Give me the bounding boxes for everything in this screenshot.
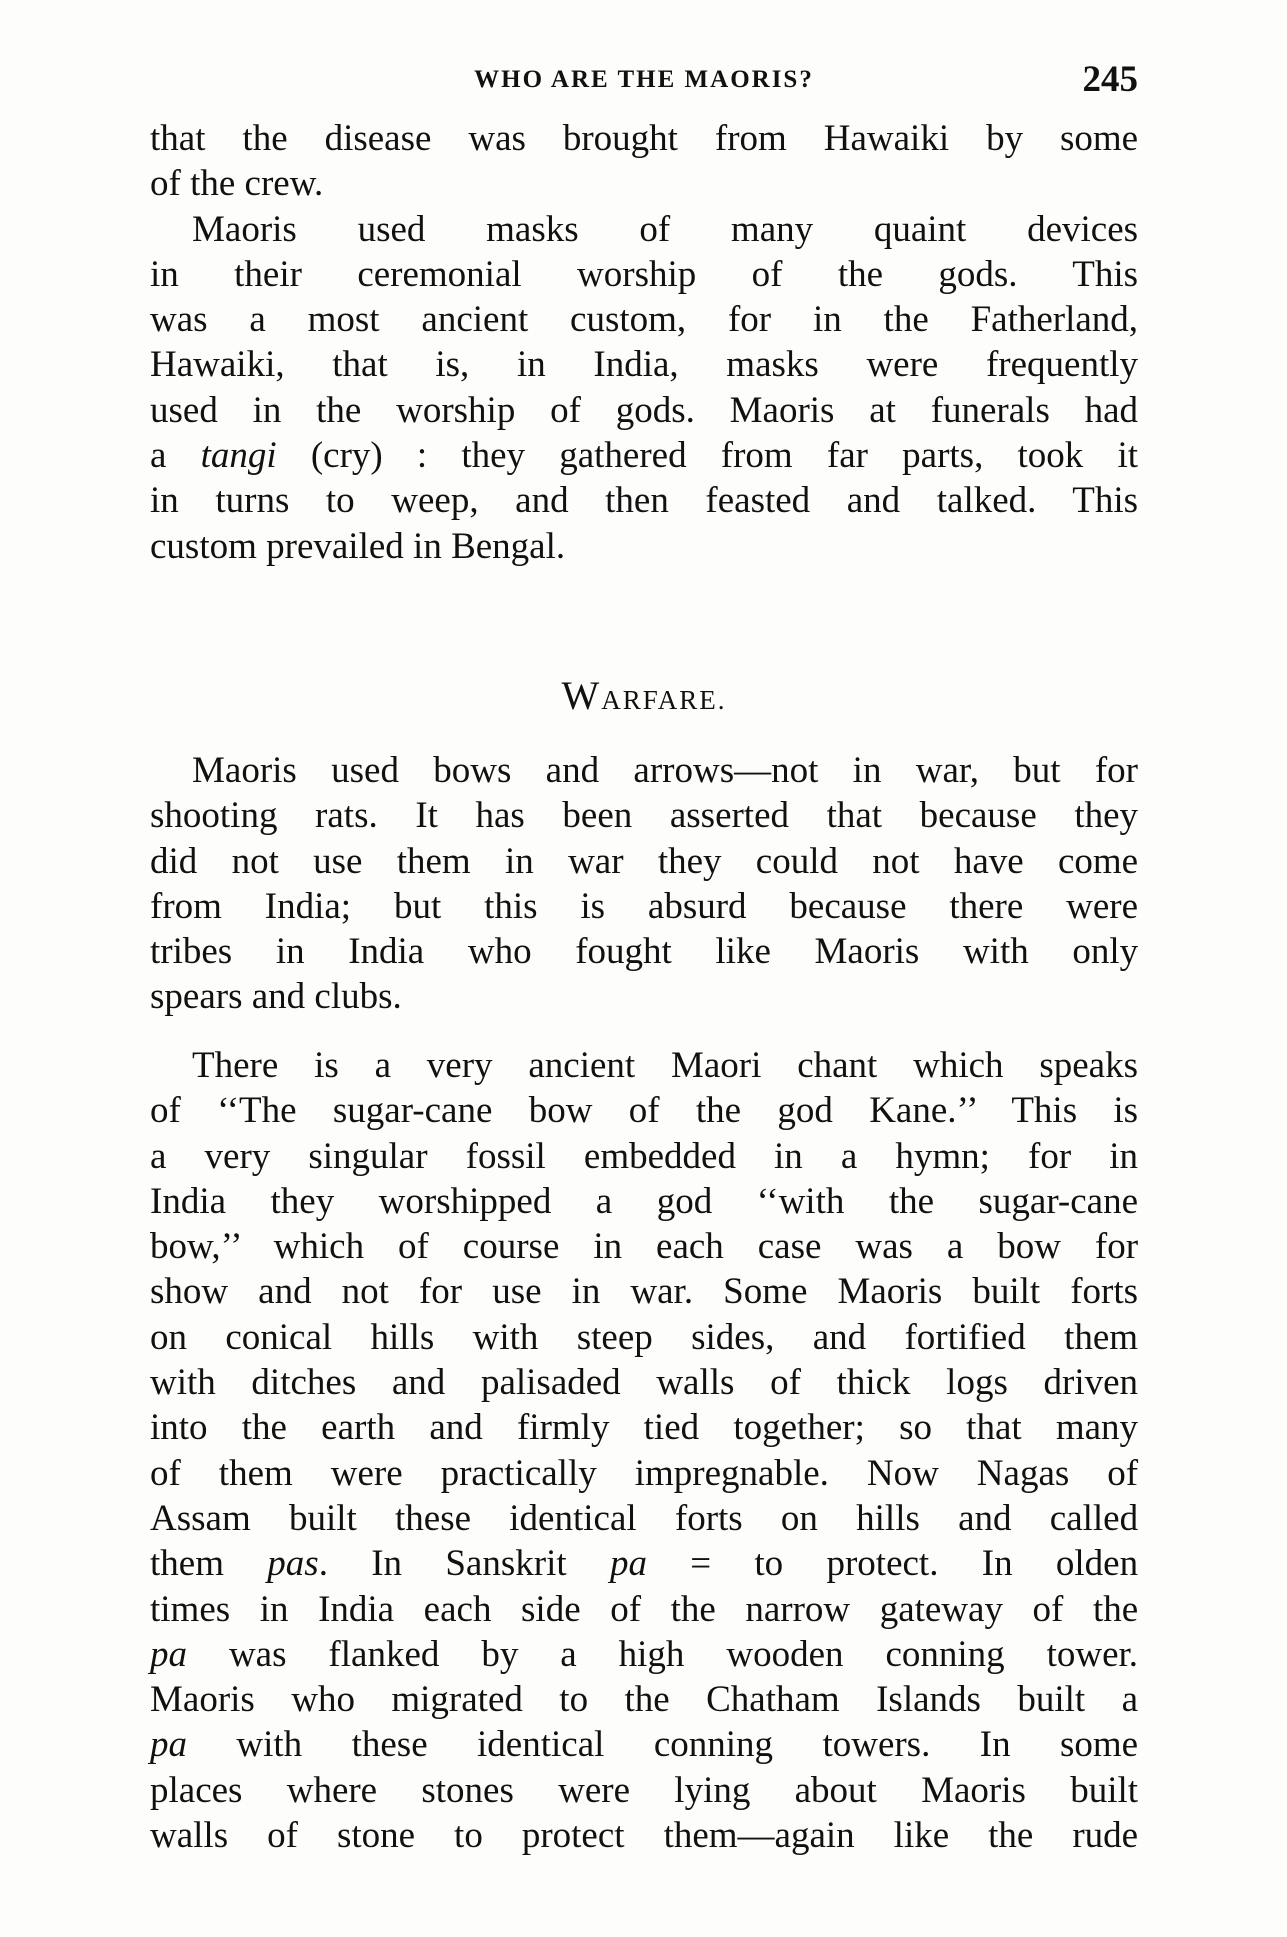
text-line: that the disease was brought from Hawaiki by some: [150, 118, 1139, 159]
section-heading-warfare: [150, 672, 1138, 719]
text-line: There is a very ancient Maori chant which speaks: [192, 1045, 1139, 1086]
text-line: Assam built these identical forts on hills and called: [150, 1497, 1139, 1539]
text-line: bow,’’ which of course in each case was a bow for: [150, 1226, 1139, 1268]
paragraph-bows-and-arrows: [150, 748, 1138, 1020]
text-line: Maoris used masks of many quaint devices: [192, 208, 1139, 250]
paragraph-disease-and-masks: [150, 116, 1138, 569]
text-line: places where stones were lying about Maoris built: [150, 1769, 1139, 1811]
heading-rest: ARFARE.: [601, 685, 727, 715]
text-line: Maoris who migrated to the Chatham Islands built a: [150, 1679, 1139, 1721]
text-line: into the earth and firmly tied together; so that many: [150, 1407, 1139, 1449]
text-line: did not use them in war they could not have come: [150, 840, 1139, 882]
heading-initial: W: [561, 673, 602, 718]
text-line: pa was flanked by a high wooden conning tower.: [150, 1633, 1139, 1675]
text-line: them pas. In Sanskrit pa = to protect. In olden: [150, 1543, 1139, 1585]
text-line: tribes in India who fought like Maoris with only: [150, 931, 1139, 973]
text-line: was a most ancient custom, for in the Fatherland,: [150, 299, 1139, 341]
text-line: times in India each side of the narrow gateway of the: [150, 1588, 1139, 1630]
text-line: Hawaiki, that is, in India, masks were frequently: [150, 344, 1139, 386]
text-line: of them were practically impregnable. Now Nagas of: [150, 1452, 1139, 1494]
paragraph-chant-and-forts: [150, 1043, 1138, 1858]
text-line: in their ceremonial worship of the gods. This: [150, 253, 1139, 295]
text-line: Maoris used bows and arrows—not in war, but for: [192, 750, 1139, 791]
text-line: of ‘‘The sugar-cane bow of the god Kane.’’ This is: [150, 1090, 1139, 1132]
page-number: 245: [1082, 59, 1138, 100]
text-line: spears and clubs.: [150, 976, 402, 1018]
text-line: shooting rats. It has been asserted that because they: [150, 795, 1139, 837]
text-line: used in the worship of gods. Maoris at funerals had: [150, 389, 1139, 431]
text-line: a very singular fossil embedded in a hymn; for in: [150, 1135, 1139, 1177]
text-line: in turns to weep, and then feasted and talked. This: [150, 480, 1139, 522]
running-title: WHO ARE THE MAORIS?: [474, 66, 814, 93]
running-head: [150, 58, 1138, 108]
text-line: of the crew.: [150, 163, 324, 205]
text-line: a tangi (cry) : they gathered from far parts, took it: [150, 435, 1139, 477]
text-line: with ditches and palisaded walls of thick logs driven: [150, 1362, 1139, 1404]
text-line: pa with these identical conning towers. In some: [150, 1724, 1139, 1766]
text-line: from India; but this is absurd because there were: [150, 885, 1139, 927]
text-line: walls of stone to protect them—again like the rude: [150, 1815, 1139, 1857]
text-line: India they worshipped a god ‘‘with the sugar-cane: [150, 1180, 1138, 1222]
text-line: on conical hills with steep sides, and fortified them: [150, 1316, 1139, 1358]
text-line: custom prevailed in Bengal.: [150, 525, 566, 567]
text-line: show and not for use in war. Some Maoris built forts: [150, 1271, 1139, 1313]
